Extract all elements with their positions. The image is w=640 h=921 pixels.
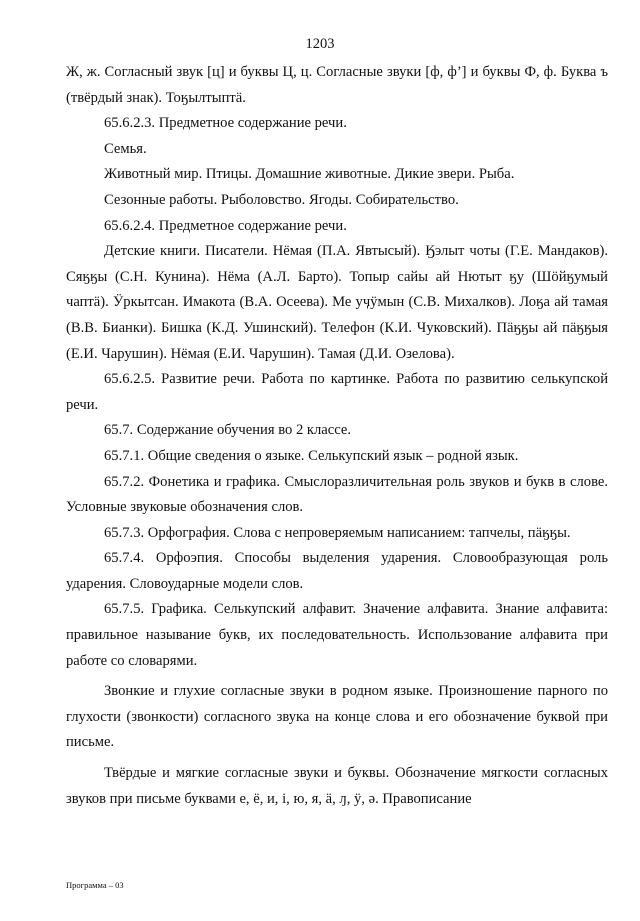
paragraph: 65.7.4. Орфоэпия. Способы выделения ударения. Словообразующая роль ударения. Словоударные модели слов. bbox=[66, 550, 608, 592]
paragraph: 65.6.2.3. Предметное содержание речи. bbox=[104, 115, 347, 132]
paragraph: 65.7. Содержание обучения во 2 классе. bbox=[104, 422, 352, 439]
paragraph: Семья. bbox=[104, 140, 147, 157]
paragraph: 65.7.5. Графика. Селькупский алфавит. Значение алфавита. Знание алфавита: правильное называние букв, их последовательность. Использование алфавита при работе со словарями. bbox=[66, 601, 608, 669]
paragraph: Детские книги. Писатели. Нёмая (П.А. Явтысый). Ӄэлыт чоты (Г.Е. Мандаков). Сяӄӄы (С.Н. Кунина). Нёма (А.Л. Барто). Топыр сайы ай Нютыт ӄу (Шӧйӄумый чаптӓ). Ӱркытсан. Имакота (В.А. Осеева). Ме уӌӱмын (С.В. Михалков). Лоӄа ай тамая (В.В. Бианки). Бишка (К.Д. Ушинский). Телефон (К.И. Чуковский). Пӓӄӄы ай пӓӄӄыя (Е.И. Чарушин). Нёмая (Е.И. Чарушин). Тамая (Д.И. Озелова). bbox=[66, 243, 608, 362]
body-text bbox=[66, 60, 608, 812]
paragraph: Ж, ж. Согласный звук [ц] и буквы Ц, ц. Согласные звуки [ф, ф’] и буквы Ф, ф. Буква ъ (твёрдый знак). Тоӄылтыптӓ. bbox=[66, 64, 608, 106]
paragraph: 65.6.2.5. Развитие речи. Работа по картинке. Работа по развитию селькупской речи. bbox=[66, 371, 608, 413]
paragraph: 65.7.3. Орфография. Слова с непроверяемым написанием: тапчелы, пӓӄӄы. bbox=[104, 524, 571, 541]
paragraph: Животный мир. Птицы. Домашние животные. Дикие звери. Рыба. bbox=[104, 166, 515, 183]
paragraph: 65.6.2.4. Предметное содержание речи. bbox=[104, 217, 347, 234]
paragraph: Твёрдые и мягкие согласные звуки и буквы. Обозначение мягкости согласных звуков при письме буквами е, ё, и, і, ю, я, ӓ, ԓ, ӱ, ә. Правописание bbox=[66, 765, 608, 807]
paragraph: 65.7.1. Общие сведения о языке. Селькупский язык – родной язык. bbox=[104, 447, 519, 464]
footer-label: Программа – 03 bbox=[66, 880, 124, 890]
paragraph: Звонкие и глухие согласные звуки в родном языке. Произношение парного по глухости (звонкости) согласного звука на конце слова и его обозначение буквой при письме. bbox=[66, 683, 608, 751]
paragraph: Сезонные работы. Рыболовство. Ягоды. Собирательство. bbox=[104, 191, 459, 208]
page-number: 1203 bbox=[305, 36, 335, 52]
paragraph: 65.7.2. Фонетика и графика. Смыслоразличительная роль звуков и букв в слове. Условные звуковые обозначения слов. bbox=[66, 473, 608, 516]
